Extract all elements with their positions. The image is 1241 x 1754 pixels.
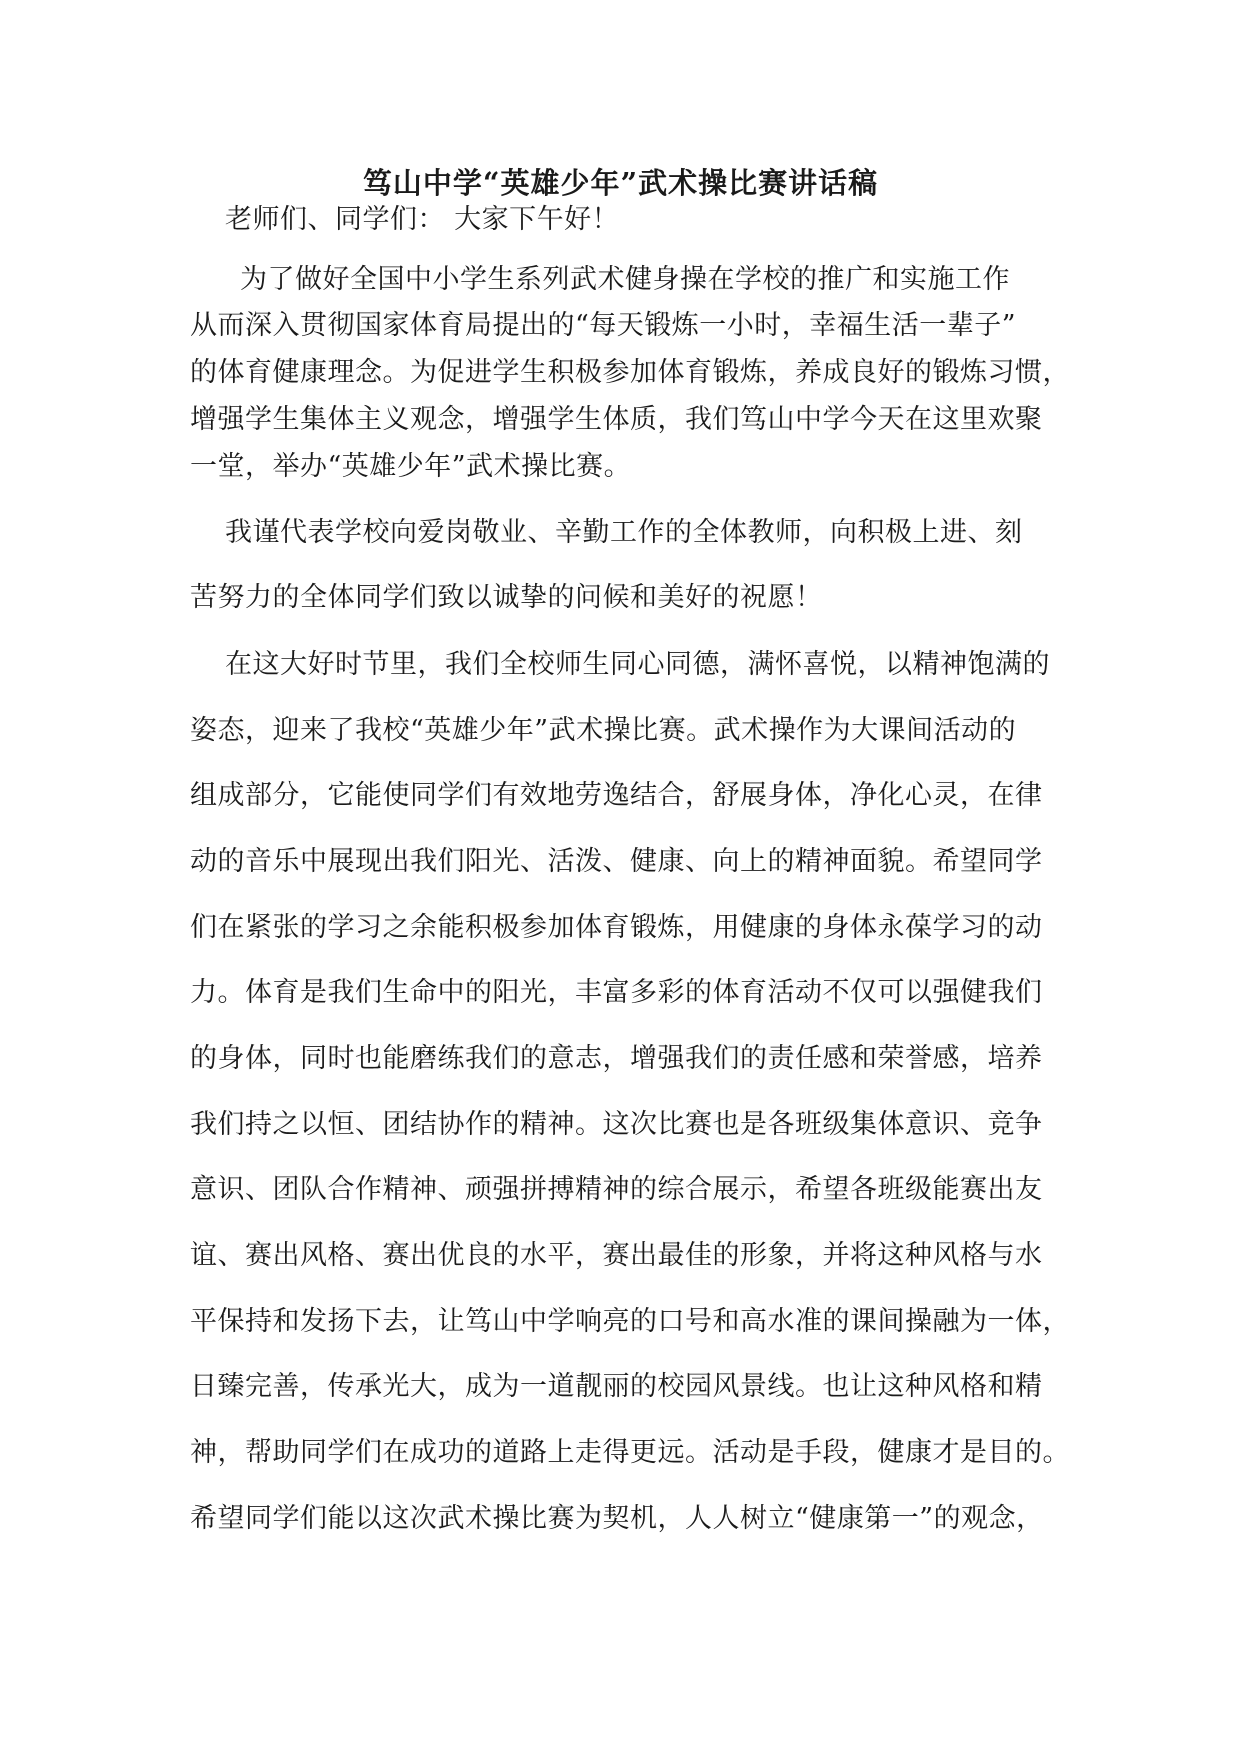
paragraph3-line-2: 姿态，迎来了我校“英雄少年”武术操比赛。武术操作为大课间活动的: [190, 715, 1017, 746]
paragraph1-line-4: 增强学生集体主义观念，增强学生体质，我们笃山中学今天在这里欢聚: [190, 404, 1043, 435]
paragraph1-line-3: 的体育健康理念。为促进学生积极参加体育锻炼，养成良好的锻炼习惯，: [190, 357, 1070, 388]
paragraph3-line-1: 在这大好时节里，我们全校师生同心同德，满怀喜悦，以精神饱满的: [225, 649, 1050, 680]
greeting-line: 老师们、同学们： 大家下午好！: [225, 204, 620, 235]
paragraph3-line-4: 动的音乐中展现出我们阳光、活泼、健康、向上的精神面貌。希望同学: [190, 846, 1043, 877]
paragraph3-line-9: 意识、团队合作精神、顽强拼搏精神的综合展示，希望各班级能赛出友: [190, 1174, 1043, 1205]
paragraph3-line-13: 神，帮助同学们在成功的道路上走得更远。活动是手段，健康才是目的。: [190, 1437, 1070, 1468]
paragraph3-line-5: 们在紧张的学习之余能积极参加体育锻炼，用健康的身体永葆学习的动: [190, 912, 1043, 943]
paragraph2-line-2: 苦努力的全体同学们致以诚挚的问候和美好的祝愿！: [190, 582, 823, 613]
paragraph3-line-6: 力。体育是我们生命中的阳光，丰富多彩的体育活动不仅可以强健我们: [190, 977, 1043, 1008]
paragraph3-line-10: 谊、赛出风格、赛出优良的水平，赛出最佳的形象，并将这种风格与水: [190, 1240, 1043, 1271]
document-title: 笃山中学“英雄少年”武术操比赛讲话稿: [362, 166, 879, 200]
paragraph3-line-8: 我们持之以恒、团结协作的精神。这次比赛也是各班级集体意识、竞争: [190, 1109, 1043, 1140]
paragraph1-line-2: 从而深入贯彻国家体育局提出的“每天锻炼一小时，幸福生活一辈子”: [190, 310, 1017, 341]
paragraph3-line-3: 组成部分，它能使同学们有效地劳逸结合，舒展身体，净化心灵，在律: [190, 780, 1043, 811]
paragraph2-line-1: 我谨代表学校向爱岗敬业、辛勤工作的全体教师，向积极上进、刻: [225, 517, 1023, 548]
paragraph3-line-7: 的身体，同时也能磨练我们的意志，增强我们的责任感和荣誉感，培养: [190, 1043, 1043, 1074]
paragraph1-line-1: 为了做好全国中小学生系列武术健身操在学校的推广和实施工作: [240, 264, 1010, 295]
paragraph3-line-14: 希望同学们能以这次武术操比赛为契机，人人树立“健康第一”的观念，: [190, 1503, 1044, 1534]
paragraph1-line-5: 一堂，举办“英雄少年”武术操比赛。: [190, 451, 632, 482]
paragraph3-line-12: 日臻完善，传承光大，成为一道靓丽的校园风景线。也让这种风格和精: [190, 1371, 1043, 1402]
paragraph3-line-11: 平保持和发扬下去，让笃山中学响亮的口号和高水准的课间操融为一体，: [190, 1306, 1070, 1337]
